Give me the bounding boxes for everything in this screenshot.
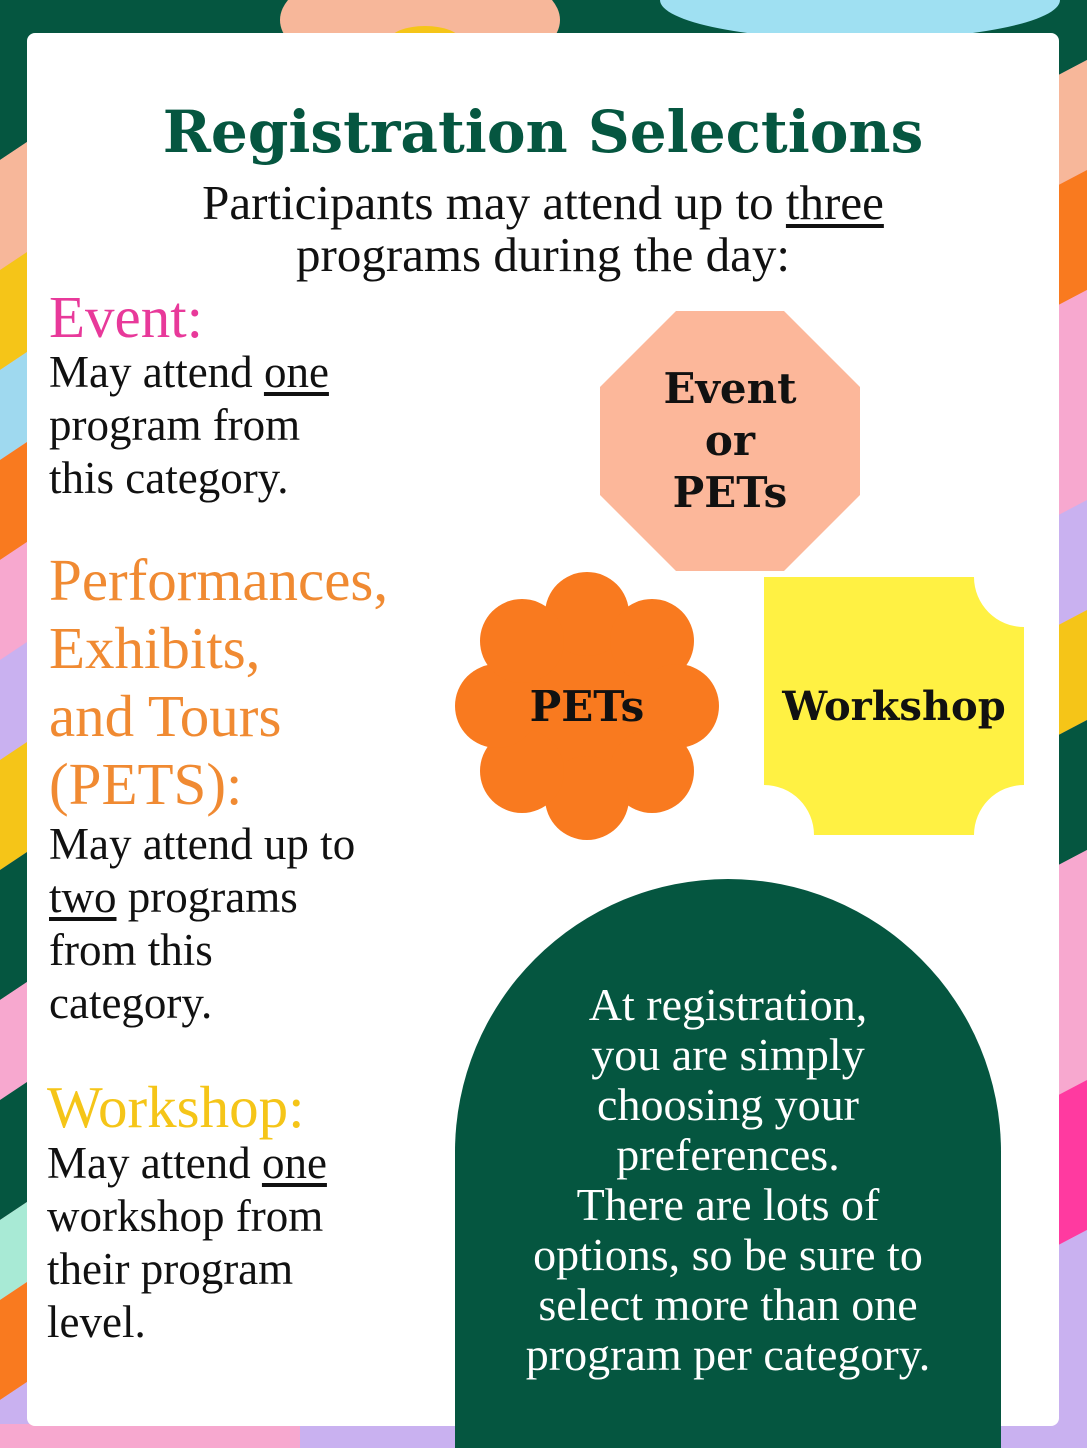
pets-line-3: from this [49, 925, 213, 975]
pets-line-2-text: programs [116, 872, 298, 922]
workshop-line-4: level. [47, 1297, 146, 1347]
event-emphasis: one [263, 347, 329, 397]
page-title: Registration Selections [162, 98, 924, 166]
note-line-8: program per category. [525, 1329, 931, 1380]
pets-badge: PETs [529, 681, 645, 731]
workshop-emphasis: one [261, 1138, 327, 1188]
note-line-6: options, so be sure to [533, 1229, 923, 1280]
event-line-1 [49, 346, 329, 399]
workshop-line-2: workshop from [47, 1191, 324, 1241]
workshop-badge: Workshop [782, 682, 1006, 730]
pets-line-1: May attend up to [49, 819, 356, 869]
pets-line-4: category. [49, 978, 213, 1028]
note-line-1: At registration, [588, 979, 868, 1030]
badge-event-label: Event [663, 364, 797, 413]
note-line-4: preferences. [616, 1129, 840, 1180]
note-line-3: choosing your [597, 1079, 859, 1130]
pets-line-2 [49, 871, 355, 924]
note-line-5: There are lots of [576, 1179, 880, 1230]
registration-note [455, 980, 1001, 1380]
workshop-line-1-text: May attend [47, 1138, 262, 1188]
pets-description [49, 818, 355, 1030]
note-line-2: you are simply [591, 1029, 865, 1080]
pets-heading [49, 546, 388, 818]
event-heading: Event: [49, 284, 204, 350]
event-line-2: program from [49, 400, 301, 450]
badge-pets-label: PETs [672, 468, 788, 517]
workshop-heading: Workshop: [47, 1074, 305, 1140]
pets-heading-line-4: (PETS): [49, 751, 243, 817]
intro-line-1-text: Participants may attend up to [202, 175, 786, 230]
workshop-description [47, 1137, 327, 1349]
note-line-7: select more than one [538, 1279, 918, 1330]
badge-or-label: or [704, 416, 756, 465]
intro-line-1 [27, 177, 1059, 229]
event-line-1-text: May attend [49, 347, 264, 397]
intro-emphasis: three [785, 175, 884, 230]
pets-heading-line-1: Performances, [49, 547, 389, 613]
event-or-pets-badge [600, 311, 860, 571]
pets-heading-line-3: and Tours [49, 683, 282, 749]
event-description [49, 346, 329, 505]
pets-emphasis: two [49, 872, 117, 922]
intro-line-2: programs during the day: [296, 227, 790, 282]
workshop-line-3: their program [47, 1244, 294, 1294]
pets-heading-line-2: Exhibits, [49, 615, 261, 681]
intro-text [27, 177, 1059, 281]
event-line-3: this category. [49, 453, 289, 503]
workshop-line-1 [47, 1137, 327, 1190]
